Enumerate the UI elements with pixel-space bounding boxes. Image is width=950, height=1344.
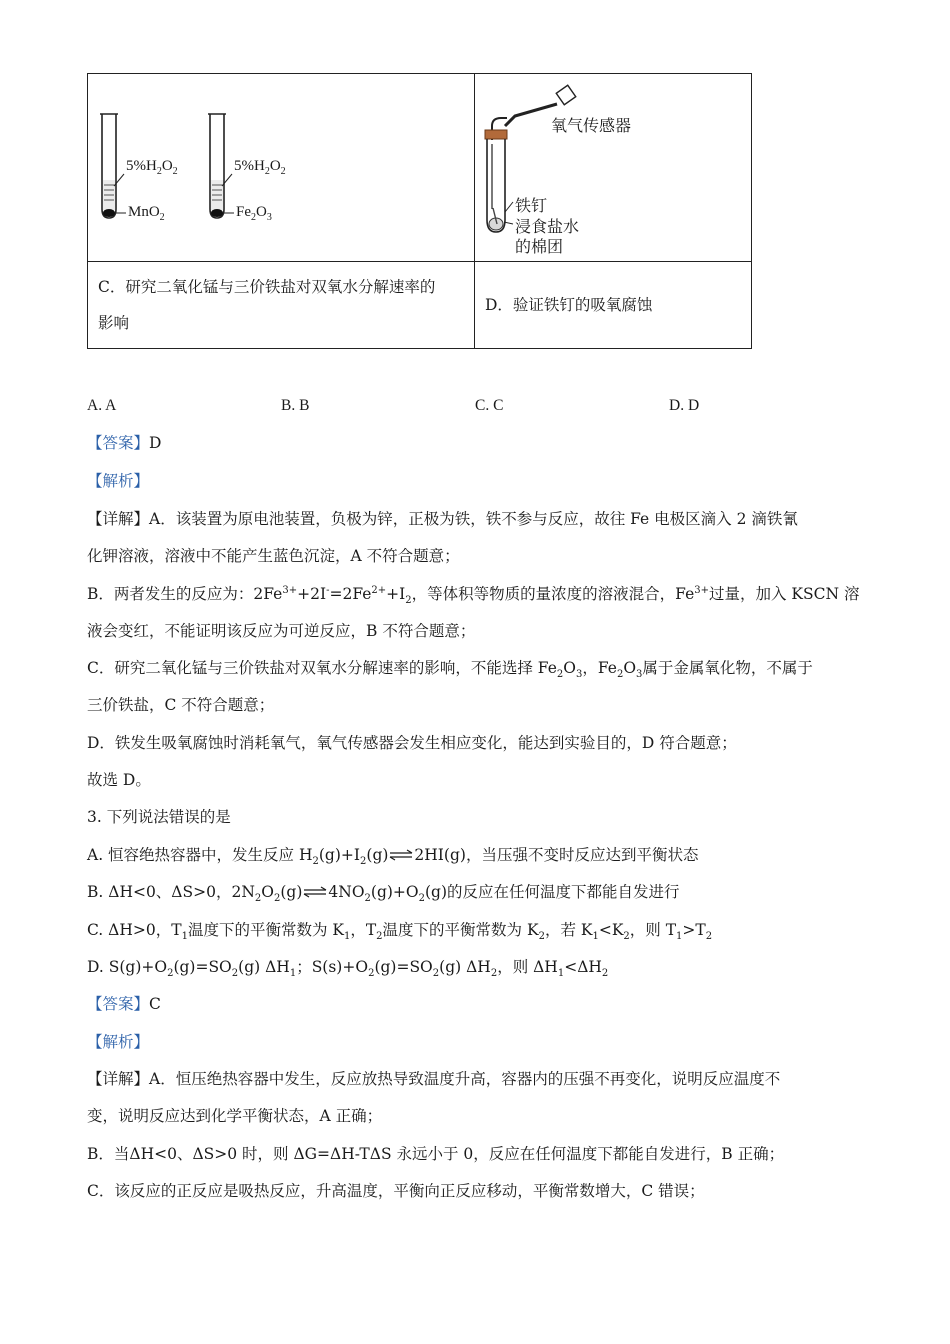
tube1-solution-label: $5\%H_2O_2$ [126,158,178,177]
q2-analysis-tag: 【解析】 [87,472,150,490]
sensor-label: 氧气传感器 [551,116,632,135]
cotton-label-1: 浸食盐水 [515,217,580,236]
rubber-stopper [485,130,507,139]
q2-conclusion: 故选 D。 [87,771,151,789]
q3-option-c: C. ΔH>0，$T_1$温度下的平衡常数为 $K_1$，$T_2$温度下的平衡常数为 $K_2$，若 $K_1<K_2$，则 $T_1>T_2$ [87,921,713,943]
tube2-solid-label: $Fe_2O_3$ [236,204,272,223]
test-tube-2 [208,114,234,218]
equilibrium-arrows-icon [302,883,328,903]
q3-detail-c: C．该反应的正反应是吸热反应，升高温度，平衡向正反应移动，平衡常数增大，C 错误； [87,1182,705,1200]
nail-label: 铁钉 [515,196,548,215]
q2-detail-c-2: 三价铁盐，C 不符合题意； [87,696,275,714]
figure-cell-c [88,74,475,262]
q2-option-d: D. D [669,397,700,414]
figure-cell-d [475,74,752,262]
tube1-solid-label: MnO$_2$ [128,204,165,223]
caption-d: D．验证铁钉的吸氧腐蚀 [485,296,653,314]
q3-answer: 【答案】C [87,995,161,1013]
q2-detail-b-2: 液会变红，不能证明该反应为可逆反应，B 不符合题意； [87,622,476,640]
caption-cell-d [475,262,752,349]
q3-option-d: D. $S(g)+O_2(g)=SO_2(g)$ $\Delta H_1$；$S(s)+O_2(g)=SO_2(g)$ $\Delta H_2$，则 $\Delta H_1<\Delta H_2$ [87,958,609,980]
q2-detail-c-1: C．研究二氧化锰与三价铁盐对双氧水分解速率的影响，不能选择 $Fe_2O_3$，$Fe_2O_3$属于金属氧化物，不属于 [87,659,813,681]
q3-detail-b: B．当ΔH<0、ΔS>0 时，则 ΔG=ΔH-TΔS 永远小于 0，反应在任何温度下都能自发进行，B 正确； [87,1145,785,1163]
q2-detail-d: D．铁发生吸氧腐蚀时消耗氧气，氧气传感器会发生相应变化，能达到实验目的，D 符合题意； [87,734,737,752]
caption-c-line2: 影响 [98,314,130,332]
q2-answer: 【答案】D [87,434,162,452]
q3-analysis-tag: 【解析】 [87,1033,150,1051]
q2-detail-b-1: B．两者发生的反应为：$2Fe^{3+}+2I^-=2Fe^{2+}+I_2$，等体积等物质的量浓度的溶液混合，$Fe^{3+}$过量，加入 KSCN 溶 [87,584,860,607]
q3-detail-a-1: 【详解】A．恒压绝热容器中发生，反应放热导致温度升高，容器内的压强不再变化，说明反应温度不 [87,1070,781,1088]
q2-detail-a-1: 【详解】A．该装置为原电池装置，负极为锌，正极为铁，铁不参与反应，故往 Fe 电极区滴入 2 滴铁氰 [87,510,798,528]
q2-option-c: C. C [475,397,504,414]
q2-detail-a-2: 化钾溶液，溶液中不能产生蓝色沉淀，A 不符合题意； [87,547,460,565]
equilibrium-arrows-icon [388,846,414,866]
tube [487,139,513,232]
q3-detail-a-2: 变，说明反应达到化学平衡状态，A 正确； [87,1107,383,1125]
cotton-label-2: 的棉团 [515,237,564,256]
test-tube-1 [100,114,126,218]
q3-option-b: B. ΔH<0、ΔS>0，$2N_2O_2(g)$ $4NO_2(g)+O_2(g)$的反应在任何温度下都能自发进行 [87,883,680,905]
experiment-table [87,73,752,349]
caption-cell-c [88,262,475,349]
q2-option-a: A. A [87,397,117,414]
caption-c-line1: C．研究二氧化锰与三价铁盐对双氧水分解速率的 [98,278,436,296]
q3-option-a: A. 恒容绝热容器中，发生反应 $H_2(g)+I_2(g)$ 2HI(g)，当压强不变时反应达到平衡状态 [87,846,699,868]
q2-option-b: B. B [281,397,310,414]
tube2-solution-label: $5\%H_2O_2$ [234,158,286,177]
q3-stem: 3. 下列说法错误的是 [87,808,231,826]
